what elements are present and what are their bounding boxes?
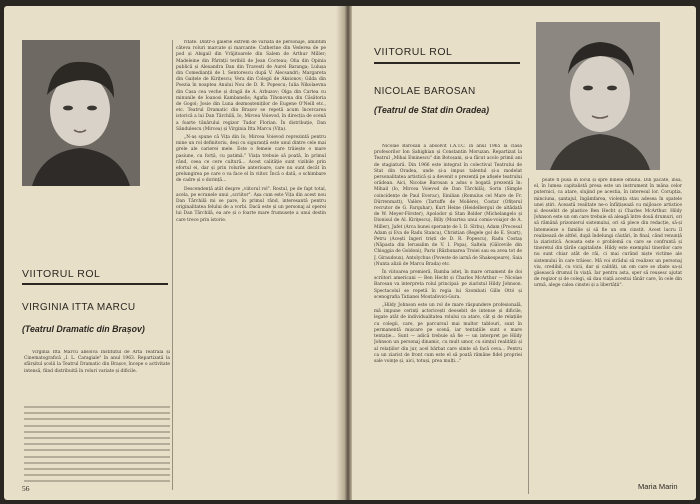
virginia-itta-marcu-portrait: [22, 40, 140, 186]
right-page: [352, 6, 696, 500]
left-section-rule: [22, 283, 168, 285]
left-intro-column-lines: [24, 406, 170, 486]
page-number: 56: [22, 484, 30, 493]
right-left-paragraph-1: Nicolae Barosan a absolvit I.A.T.C. în anul 1965 la clasa profesorilor Ion Șahighian și Constantin Moruzan. Repartizat la Teatrul „Mihai Eminescu" din Botoșani, și-a făcut acolo primii ani de stagiatură. Din 1966 este integrat în colectivul Teatrului de Stat din Oradea, unde și-a impus talentul și-a modelat personalitatea artistică și a devenit o prezență pe afișele teatrului orădean. Aici, Nicolae Barosan a adus o bogată prezență în: Mihail (Io, Mircea Voievod de Dan Tărchilă), Sorin (Simple coincidențe de Paul Everac), Emilian (Romulus cel Mare de Fr. Dürrenmatt), Valère (Tartuffe de Molière), Costar (Ofițerul recrutor de G. Farquhar), Kurt Heine (Heidelbergul de altădată de W. Meyer-Förster), Apolodor și Stan Bolder (Michelangelo și Dionisul de Al. Kiriţescu), Billy (Moartea unui comis-voiajor de A. Miller), Jafet (Arca bunei speranțe de I. D. Sîrbu), Adam (Procesul Adam și Eva de Radu Stanca), Christian (Regele gol de E. Șvarț), Petru (Acești îngeri triști de D. R. Popescu), Radu Costaș (Năpasta din Ierusalim de V. I. Popa), Saltela (Gâlcevile din Chioggia de Goldoni), Paris (Răzbunarea Troiei sau ea avea tot de J. Giraudoux), Antolychus (Poveste de iarnă de Shakespeare), Saia (Nunta alizii de Marcu Brada) etc.: [374, 144, 522, 267]
left-page: [4, 6, 344, 500]
left-right-paragraph-1: ritate. Dintr-o galerie extrem de variată de personaje, amintim câteva roluri marcate și marcante: Catherine din Vederea de pe pod și Abigail din Vrăjitoarele din Salem de Arthur Miller; Madeleine din Pârinții teribili de Jean Cocteau; Olia din Opinia publică și Alexandra Dan din Travesti de Aurel Baranga; Lulușa din Comedianții de I. Sentorescu după V. Alecsandri; Margareta din Gaițele de Kirițescu; Vera din Colegii de Aksionov; Gilda din Poezia în noaptea Anului Nou de D. R. Popescu; Iulia Nikolaevna din Casa cea veche și dragă de A. Arbuzov; Olga din Cartea cu minunile de Ioanosi Kambanelis; Agafia Tihonovna din Căsătoria de Gogol; Josie din Luna dezmoșteniților de Eugene O'Neill etc., etc. Teatrul Dramatic din Brașov se repetă acum încercarea istorică a lui Dan Tărchilă, Io, Mircea Voievod, în direcția de scenă a foarte tânărului regizor Tudor Florian. În distribuție, Dan Săndulescu (Mircea) și Virginia Itta Marcu (Vița).: [176, 40, 326, 132]
right-heading-theatre: (Teatrul de Stat din Oradea): [374, 105, 490, 115]
right-section-title: VIITORUL ROL: [374, 46, 453, 58]
left-intro-paragraph: Virginia Itta Marcu absolvă Institutul de Artă Teatrală și Cinematografică „I. L. Caragiale" în anul 1963. Repartizată la sfârșitul școlii la Teatrul Dramatic din Brașov, începe o activitate intensă, fiind distribuită în roluri variate și dificile.: [24, 350, 170, 374]
right-left-paragraph-2: În viitoarea premieră, Bamba isteț, în mare ornament de doi scriitori americani — Ben Hecht și Charles McArthur — Nicolae Barosan va interpreta rolul principal: pe ziaristul Hildy Johnson. Spectacolul se repetă în regia lui Szombati Gille Ottó și scenografia Tatianei Moutafovici-Gura.: [374, 270, 522, 300]
left-right-paragraph-3: Descendență atât despre „viitorul rol". Rostul, pe de fapt total, acela, pe ecranele unui „scriitor". Așa cum este Vița din acest nou Dan Tărchilă mi se pare, în primul rând, interesantă pentru originalitatea felului de a vorbi. Dacă este și un personaj al operei lui Dan Tărchilă, ea are și o foarte mare frumusețe a unui destin care trece prin istorie.: [176, 186, 326, 223]
left-heading-theatre: (Teatrul Dramatic din Brașov): [22, 324, 145, 334]
right-heading-name: NICOLAE BAROSAN: [374, 86, 476, 97]
right-column-divider: [528, 178, 529, 494]
left-right-paragraph-2: „N-aș spune că Vița din Io, Mircea Voievod reprezintă pentru mine un rol definitoriu, deși cu siguranță este unul dintre cele mai grele ale carierei mele. Este o femeie care trăiește o mare pasiune, cu forță, cu patimă." Viața trebuie să poată, în primul rând, ceea ce cere cultură... Acest calităție sunt vizibile prin efortul ei, dar și prin rolurile anterioare, care nu sunt decât în prelungirea pe care o va face el în viitor. Încă o dată, o schimbare de cadre și o dorință...: [176, 135, 326, 184]
left-page-right-column: [176, 40, 326, 490]
nicolae-barosan-portrait: [536, 22, 660, 170]
left-heading-name: VIRGINIA ITTA MARCU: [22, 302, 136, 313]
right-left-paragraph-3: „Hildy Johnson este un rol de mare răspundere profesională, mă impune cerinți actoricești deosebit de intense și dificile, legate atât de individualitatea rolului ca atare, cât și de relațiile cu colegii, care, pe parcursul mai multor tablouri, sunt în permanentă mișcare pe scenă, iar tentațiile sunt o mare tentație... Sunt — adică trebuie să fie — un interpret pe Hildy Johnson un personaj dinamic, cu mult umor, cu simțul realității și al relațiilor din jur, acel bărbat care simte să facă ceva... Pentru ca un ziarist de front cum este el să poată rămâne fidel propriei sale voinţe și, aici, totuși, prea mulți...": [374, 303, 522, 364]
right-right-paragraph: poate fi pusă în locul și spre binele omului. Din păcate, însă, el, în lumea capitalistă presa este un instrument în mâna celor puternici, ca atare, slujind pe acestia, în interesul lor. Corupția, minciuna, șantajul, îngâmfarea, violența stau adesea în spatele unei știri. Această realitate ne-o înfățișează cu mijloace artistice și deosebit de plastice Ben Hecht și Charles McArthur. Hildy Johnson este un om care trebuie să aleagă între două drumuri, ori să rămână prizonierul sistemului, ori să plece din redacție, să-și întemeieze o familie și să fie un om cinstit. Acest lucru îl realizează de altfel, după îndelungi căutări, în final, când renunță la ziaristică. Aceasta este o problemă cu care se confruntă și tineretul din țările capitaliste. Hildy este exemplul tinerilor care nu sunt chiar atât de răi, ci mai curând niște victime ale sistemului în care trăiesc. Mă voi strădui să realizez un personaj viu, credibil, cu vicii, dar și calități, un om care se zbate sa-și găsească drumul în viață. Iar pentru asta, sper să reușesc ajutat de regizor și de colegi, să dau viață acestui tânăr care, în cele din urmă, alege calea cinstei și a libertății".: [534, 178, 682, 289]
photo-caption: Maria Marin: [638, 482, 678, 491]
left-column-divider: [172, 40, 173, 490]
right-page-left-column: [374, 144, 522, 494]
left-section-title: VIITORUL ROL: [22, 268, 101, 280]
right-page-right-column: [534, 178, 682, 494]
right-section-rule: [374, 62, 520, 64]
